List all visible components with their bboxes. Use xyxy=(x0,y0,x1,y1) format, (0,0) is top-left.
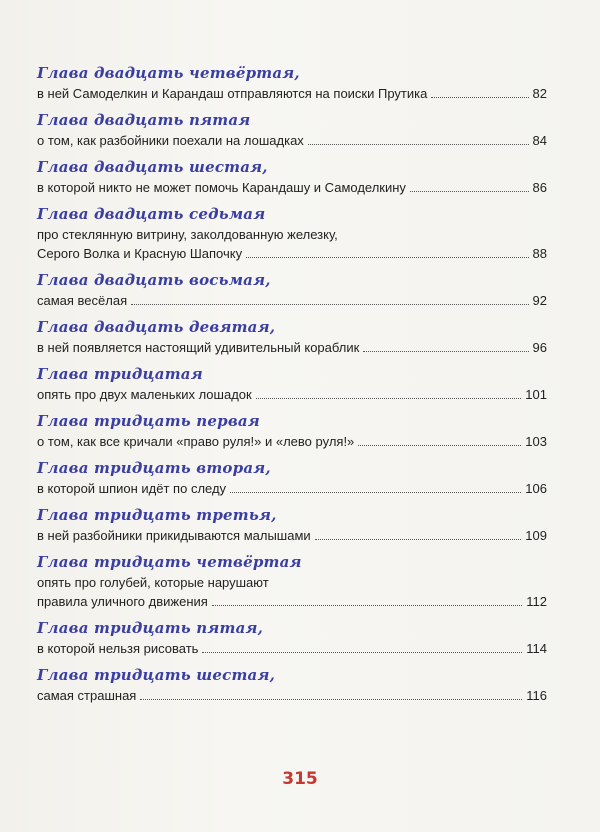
toc-entry xyxy=(37,551,547,611)
chapter-heading: Глава тридцать четвёртая xyxy=(37,553,302,571)
chapter-description-line: про стеклянную витрину, заколдованную железку, xyxy=(37,227,338,242)
chapter-line xyxy=(37,291,547,310)
toc-entry xyxy=(37,62,547,103)
chapter-line xyxy=(37,84,547,103)
chapter-heading: Глава тридцать шестая, xyxy=(37,666,275,684)
page-ref: 114 xyxy=(526,641,547,656)
chapter-description: правила уличного движения xyxy=(37,594,208,609)
dot-leader xyxy=(246,257,528,258)
dot-leader xyxy=(308,144,529,145)
dot-leader xyxy=(410,191,529,192)
chapter-heading: Глава тридцать пятая, xyxy=(37,619,264,637)
chapter-description: о том, как разбойники поехали на лошадках xyxy=(37,133,304,148)
toc-entry xyxy=(37,363,547,404)
page-ref: 109 xyxy=(525,528,547,543)
toc-entry xyxy=(37,316,547,357)
chapter-description: Серого Волка и Красную Шапочку xyxy=(37,246,243,261)
chapter-heading: Глава тридцать первая xyxy=(37,412,260,430)
chapter-heading: Глава двадцать шестая, xyxy=(37,158,268,176)
dot-leader xyxy=(431,97,528,98)
chapter-description: в ней Самоделкин и Карандаш отправляются на поиски Прутика xyxy=(37,86,428,101)
toc-entry xyxy=(37,109,547,150)
dot-leader xyxy=(230,492,521,493)
page-number: 315 xyxy=(282,769,318,789)
toc-entry xyxy=(37,203,547,263)
chapter-line xyxy=(37,526,547,545)
chapter-heading: Глава тридцать третья, xyxy=(37,506,277,524)
page-ref: 84 xyxy=(532,133,547,148)
toc-entry xyxy=(37,504,547,545)
chapter-heading: Глава двадцать седьмая xyxy=(37,205,266,223)
chapter-description: опять про двух маленьких лошадок xyxy=(37,387,252,402)
chapter-description: в которой никто не может помочь Карандашу и Самоделкину xyxy=(37,180,406,195)
toc-entry xyxy=(37,617,547,658)
page-ref: 92 xyxy=(532,293,547,308)
chapter-description: самая страшная xyxy=(37,688,137,703)
page-ref: 101 xyxy=(525,387,547,402)
page-ref: 103 xyxy=(525,434,547,449)
page-ref: 106 xyxy=(525,481,547,496)
chapter-line xyxy=(37,639,547,658)
chapter-description: о том, как все кричали «право руля!» и «лево руля!» xyxy=(37,434,355,449)
chapter-line xyxy=(37,131,547,150)
chapter-description-line: опять про голубей, которые нарушают xyxy=(37,575,269,590)
table-of-contents xyxy=(37,62,547,711)
chapter-line xyxy=(37,338,547,357)
chapter-heading: Глава двадцать девятая, xyxy=(37,318,276,336)
chapter-line xyxy=(37,244,547,263)
chapter-line xyxy=(37,592,547,611)
chapter-line xyxy=(37,686,547,705)
chapter-description: в ней разбойники прикидываются малышами xyxy=(37,528,311,543)
page-ref: 86 xyxy=(532,180,547,195)
chapter-description: в которой нельзя рисовать xyxy=(37,641,199,656)
page-ref: 116 xyxy=(526,688,547,703)
chapter-line xyxy=(37,432,547,451)
dot-leader xyxy=(358,445,521,446)
chapter-description: в которой шпион идёт по следу xyxy=(37,481,227,496)
toc-entry xyxy=(37,664,547,705)
chapter-heading: Глава тридцатая xyxy=(37,365,203,383)
chapter-description: самая весёлая xyxy=(37,293,128,308)
page-ref: 112 xyxy=(526,594,547,609)
dot-leader xyxy=(202,652,522,653)
chapter-heading: Глава двадцать восьмая, xyxy=(37,271,271,289)
toc-entry xyxy=(37,410,547,451)
dot-leader xyxy=(363,351,528,352)
chapter-description: в ней появляется настоящий удивительный кораблик xyxy=(37,340,360,355)
chapter-heading: Глава тридцать вторая, xyxy=(37,459,271,477)
chapter-line xyxy=(37,479,547,498)
dot-leader xyxy=(315,539,522,540)
page-ref: 96 xyxy=(532,340,547,355)
page-ref: 88 xyxy=(532,246,547,261)
chapter-line xyxy=(37,385,547,404)
toc-entry xyxy=(37,269,547,310)
page-ref: 82 xyxy=(532,86,547,101)
toc-entry xyxy=(37,156,547,197)
dot-leader xyxy=(256,398,522,399)
dot-leader xyxy=(212,605,522,606)
dot-leader xyxy=(140,699,522,700)
dot-leader xyxy=(131,304,528,305)
toc-entry xyxy=(37,457,547,498)
chapter-heading: Глава двадцать четвёртая, xyxy=(37,64,300,82)
chapter-heading: Глава двадцать пятая xyxy=(37,111,251,129)
chapter-line xyxy=(37,178,547,197)
